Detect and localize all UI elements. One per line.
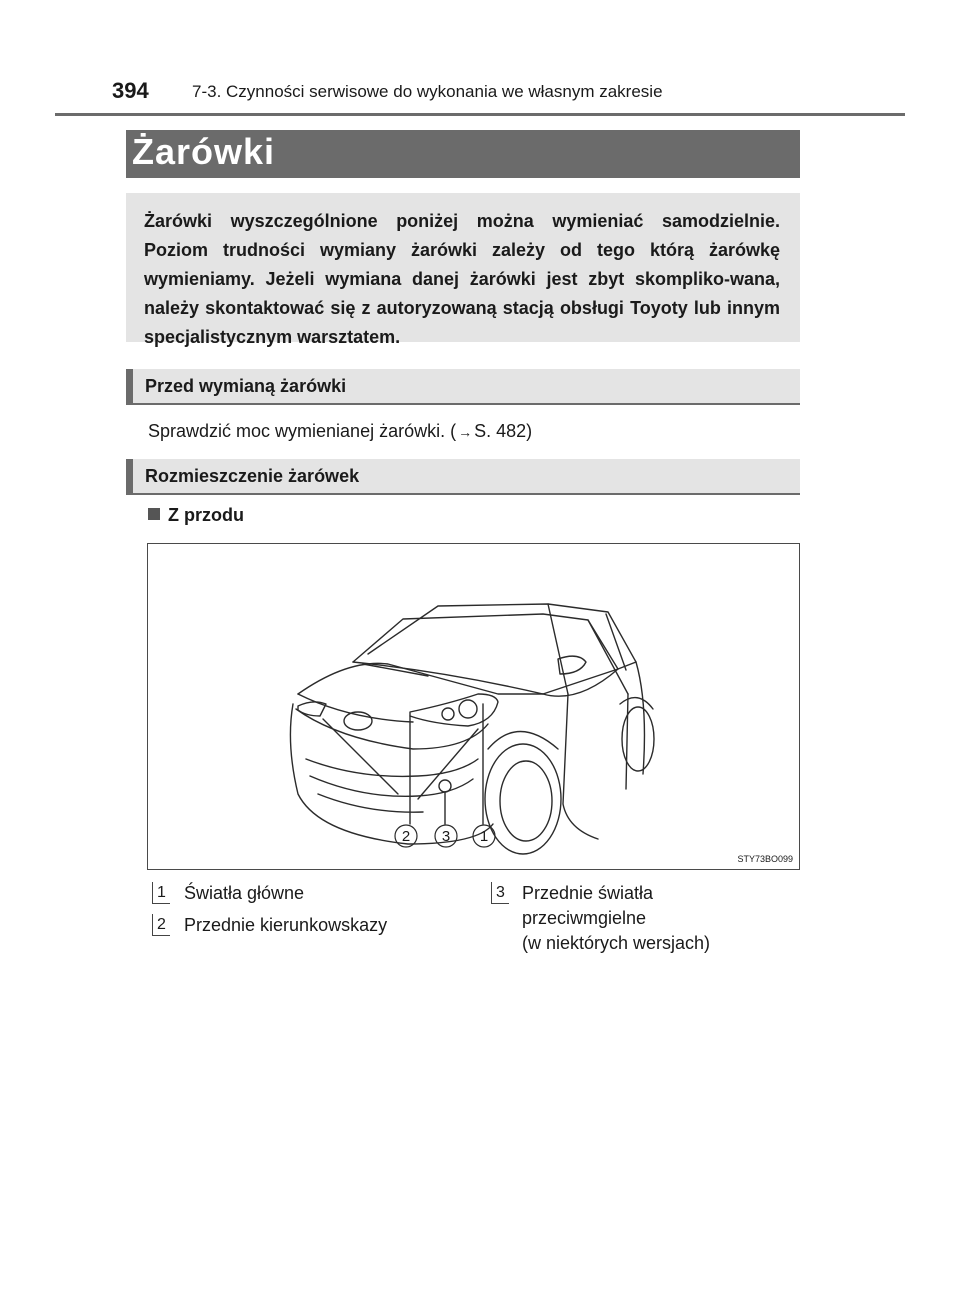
headlight-unit bbox=[410, 694, 498, 726]
square-bullet-icon bbox=[148, 508, 160, 520]
legend-label-3-line1: Przednie światła bbox=[522, 883, 654, 903]
rear-door-edge bbox=[626, 694, 628, 789]
subheader-before-replacement-label: Przed wymianą żarówki bbox=[145, 376, 347, 396]
windshield-bottom bbox=[353, 662, 618, 694]
page-reference-link[interactable]: S. 482) bbox=[474, 421, 533, 441]
legend-label-3-line3: (w niektórych wersjach) bbox=[522, 933, 711, 953]
headlight-lens bbox=[459, 700, 477, 718]
arrow-right-icon: → bbox=[458, 424, 473, 440]
front-heading-label: Z przodu bbox=[168, 505, 244, 525]
legend-number-1: 1 bbox=[152, 882, 170, 904]
car-illustration bbox=[148, 544, 801, 871]
body-side-top bbox=[543, 662, 644, 774]
subheader-bulb-locations bbox=[126, 459, 800, 495]
header-rule bbox=[55, 113, 905, 116]
front-wheel-inner bbox=[500, 761, 552, 841]
front-wheel-arch bbox=[488, 732, 558, 750]
legend-number-3: 3 bbox=[491, 882, 509, 904]
callout-label-3: 3 bbox=[441, 828, 451, 845]
check-wattage-sentence: Sprawdzić moc wymienianej żarówki. ( bbox=[148, 421, 457, 441]
legend-number-2: 2 bbox=[152, 914, 170, 936]
fog-light bbox=[439, 780, 451, 792]
front-wheel-outer bbox=[485, 744, 561, 854]
legend-label-2: Przednie kierunkowskazy bbox=[184, 915, 388, 935]
subheader-marker bbox=[126, 369, 133, 403]
section-title: Żarówki bbox=[132, 131, 276, 172]
legend-label-1: Światła główne bbox=[184, 883, 305, 903]
front-fascia-upper bbox=[296, 709, 488, 749]
subheader-before-replacement bbox=[126, 369, 800, 405]
grille-upper bbox=[306, 759, 478, 776]
front-heading bbox=[148, 505, 244, 526]
page-number: 394 bbox=[112, 78, 149, 103]
car-front-figure bbox=[147, 543, 800, 870]
chapter-header: 7-3. Czynności serwisowe do wykonania we własnym zakresie bbox=[192, 82, 663, 101]
x-face-lines bbox=[323, 719, 478, 799]
legend-label-3-line2: przeciwmgielne bbox=[522, 908, 647, 928]
hood-top bbox=[298, 663, 543, 694]
callout-label-1: 1 bbox=[479, 828, 489, 845]
legend-label-3 bbox=[522, 881, 710, 956]
check-wattage-text bbox=[148, 421, 532, 442]
front-door-edge bbox=[563, 694, 598, 839]
callout-label-2: 2 bbox=[401, 828, 411, 845]
intro-text: Żarówki wyszczególnione poniżej można wymieniać samodzielnie. Poziom trudności wymiany żarówki zależy od tego którą żarówkę wymieniamy. Jeżeli wymiana danej żarówki jest zbyt skompliko-wana, należy skontaktować się z autoryzowaną stacją obsługi Toyoty lub innym specjalistycznym warsztatem. bbox=[144, 211, 780, 347]
rear-window-line bbox=[606, 614, 626, 670]
windshield-top bbox=[353, 614, 618, 669]
intro-box bbox=[126, 193, 800, 347]
hood-front-edge bbox=[298, 694, 413, 722]
grille-lower bbox=[310, 776, 473, 796]
subheader-marker bbox=[126, 459, 133, 493]
figure-code: STY73BO099 bbox=[737, 854, 793, 864]
subheader-bulb-locations-label: Rozmieszczenie żarówek bbox=[145, 466, 360, 486]
headlight-lens-inner bbox=[442, 708, 454, 720]
